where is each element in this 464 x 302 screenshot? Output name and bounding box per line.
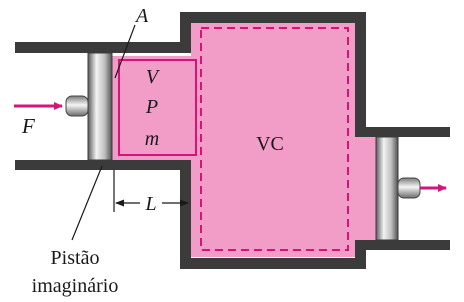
left-piston — [66, 53, 112, 160]
force-label: F — [22, 114, 35, 138]
piston-leader-line — [72, 166, 102, 240]
mass-label: m — [144, 128, 160, 150]
right-piston — [376, 137, 420, 240]
piston-label-line1: Pistão — [50, 247, 100, 269]
piston-label-line2: imaginário — [31, 275, 119, 297]
pressure-label: P — [145, 96, 159, 118]
area-label: A — [136, 5, 149, 27]
length-label: L — [145, 193, 157, 215]
volume-label: V — [145, 66, 159, 88]
control-volume-label: VC — [256, 133, 284, 155]
